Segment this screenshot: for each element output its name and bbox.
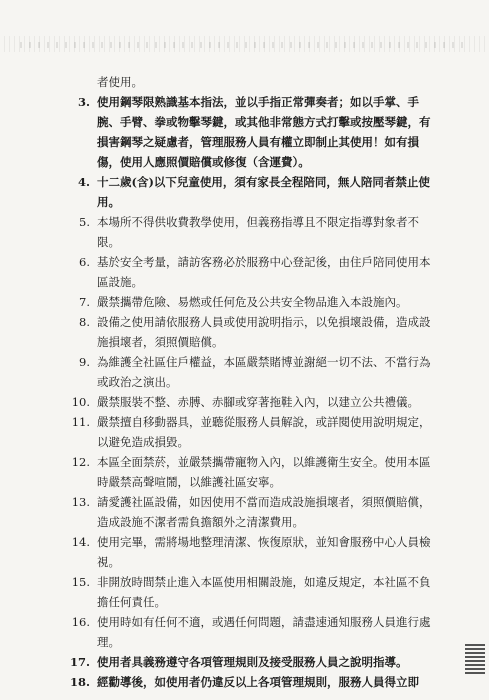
rule-number: 16. [71,615,90,629]
rule-item [66,92,438,172]
rule-number: 10. [71,395,90,409]
rule-text: 嚴禁攜帶危險、易燃或任何危及公共安全物品進入本設施內。 [97,295,408,309]
rule-text: 使用時如有任何不適，或遇任何問題，請盡速通知服務人員進行處理。 [97,615,431,649]
rule-text: 者使用。 [97,75,143,89]
rule-item [66,292,438,312]
rule-text: 嚴禁服裝不整、赤膊、赤腳或穿著拖鞋入內，以建立公共禮儀。 [97,395,419,409]
rule-number: 4. [77,175,90,189]
rule-text: 基於安全考量，請訪客務必於服務中心登記後，由住戶陪同使用本區設施。 [97,255,431,289]
rule-text: 請愛護社區設備，如因使用不當而造成設施損壞者，須照價賠償，造成設施不潔者需負擔額外之清潔費用。 [97,495,431,529]
rule-text: 使用鋼琴限熟識基本指法，並以手指正常彈奏者；如以手掌、手腕、手臂、拳或物擊琴鍵，或其他非常態方式打擊或按壓琴鍵，有損害鋼琴之疑慮者，管理服務人員有權立即制止其使用！如有損傷，使用人應照價賠償或修復（含運費）。 [97,95,431,169]
rule-text: 十二歲(含)以下兒童使用，須有家長全程陪同，無人陪同者禁止使用。 [97,175,430,209]
rule-item [66,612,438,652]
rule-number: 7. [79,295,90,309]
rule-text: 使用者具義務遵守各項管理規則及接受服務人員之說明指導。 [97,655,408,669]
rule-item [66,212,438,252]
rule-item [66,652,438,672]
rule-text: 使用完畢，需將場地整理清潔、恢復原狀，並知會服務中心人員檢視。 [97,535,431,569]
rule-item [66,412,438,452]
rule-text: 為維護全社區住戶權益，本區嚴禁賭博並謝絕一切不法、不當行為或政治之演出。 [97,355,431,389]
rule-text: 嚴禁擅自移動器具，並聽從服務人員解說，或詳閱使用說明規定，以避免造成損毀。 [97,415,431,449]
rule-text: 設備之使用請依服務人員或使用說明指示，以免損壞設備，造成設施損壞者，須照價賠償。 [97,315,431,349]
rule-item [66,572,438,612]
rule-text: 經勸導後，如使用者仍違反以上各項管理規則，服務人員得立即 [97,675,419,689]
rule-number: 13. [71,495,90,509]
rule-number: 6. [79,255,90,269]
rule-number: 9. [79,355,90,369]
scan-edge-mark [465,644,485,674]
rule-text: 非開放時間禁止進入本區使用相關設施，如違反規定，本社區不負擔任何責任。 [97,575,431,609]
rule-number: 3. [77,95,90,109]
rule-text: 本區全面禁菸，並嚴禁攜帶寵物入內，以維護衛生安全。使用本區時嚴禁高聲喧鬧，以維護社區安寧。 [97,455,431,489]
rule-item [66,252,438,292]
rule-item [66,452,438,492]
rule-text: 本場所不得供收費教學使用，但義務指導且不限定指導對象者不限。 [97,215,419,249]
rule-number: 18. [69,675,90,689]
rule-item [66,72,438,92]
rule-item [66,532,438,572]
rule-item [66,172,438,212]
rule-item [66,352,438,392]
rule-number: 8. [79,315,90,329]
rule-item [66,312,438,352]
rule-number: 14. [71,535,90,549]
rule-item [66,672,438,692]
rule-number: 17. [69,655,90,669]
rule-number: 15. [71,575,90,589]
scan-header-noise-2 [20,42,470,48]
rule-number: 5. [79,215,90,229]
rule-number: 12. [71,455,90,469]
rule-item [66,392,438,412]
rules-list [66,72,438,692]
rule-item [66,492,438,532]
rule-number: 11. [71,415,90,429]
